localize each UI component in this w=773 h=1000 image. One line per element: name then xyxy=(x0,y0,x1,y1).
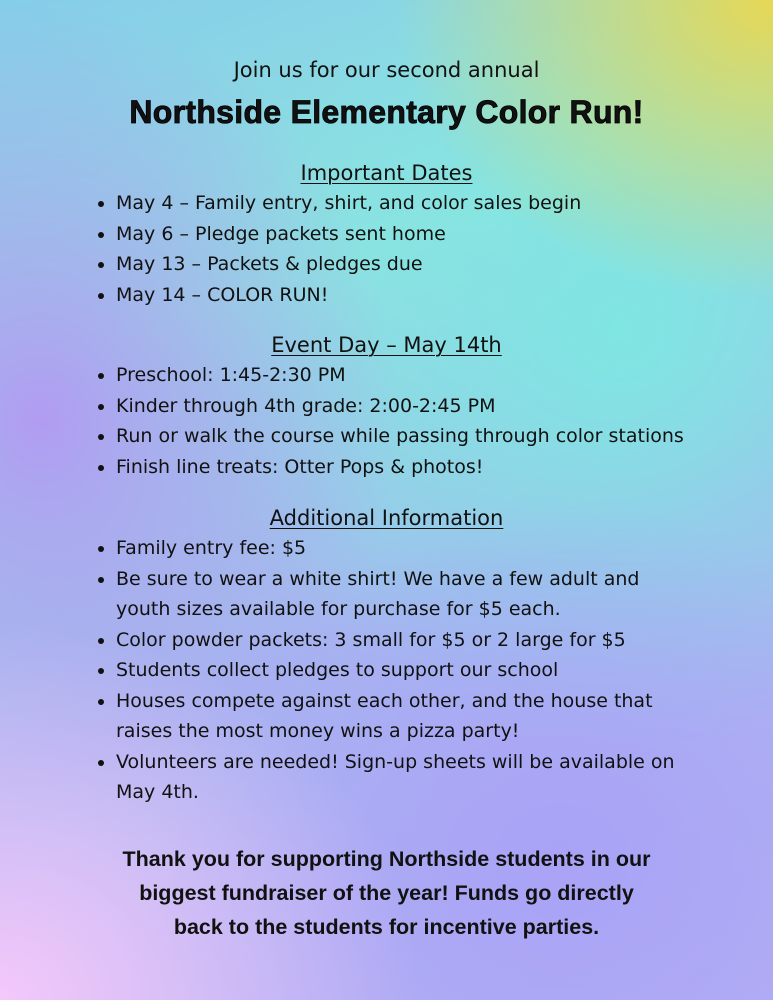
dates-list xyxy=(0,188,696,310)
list-item: May 4 – Family entry, shirt, and color sales begin xyxy=(116,188,696,219)
thank-you-message xyxy=(0,842,773,944)
intro-text: Join us for our second annual xyxy=(233,58,540,82)
list-item: Students collect pledges to support our school xyxy=(116,655,696,686)
list-item: May 13 – Packets & pledges due xyxy=(116,249,696,280)
list-item: May 6 – Pledge packets sent home xyxy=(116,219,696,250)
list-item: Family entry fee: $5 xyxy=(116,533,696,564)
section-event-day xyxy=(0,330,773,482)
list-item: Run or walk the course while passing through color stations xyxy=(116,421,696,452)
list-item: Volunteers are needed! Sign-up sheets will be available on May 4th. xyxy=(116,747,696,808)
event-list xyxy=(0,360,696,482)
list-item: Houses compete against each other, and the house that raises the most money wins a pizza party! xyxy=(116,686,696,747)
list-item: Finish line treats: Otter Pops & photos! xyxy=(116,452,696,483)
list-item: Kinder through 4th grade: 2:00-2:45 PM xyxy=(116,391,696,422)
list-item: Be sure to wear a white shirt! We have a few adult and youth sizes available for purchase for $5 each. xyxy=(116,564,696,625)
list-item: Preschool: 1:45-2:30 PM xyxy=(116,360,696,391)
list-item: May 14 – COLOR RUN! xyxy=(116,280,696,311)
section-heading: Important Dates xyxy=(300,161,473,185)
section-heading: Event Day – May 14th xyxy=(271,333,502,357)
list-item: Color powder packets: 3 small for $5 or 2 large for $5 xyxy=(116,625,696,656)
section-additional-info xyxy=(0,503,773,808)
footer-line: Thank you for supporting Northside students in our xyxy=(122,847,651,871)
flyer-title: Northside Elementary Color Run! xyxy=(129,94,644,130)
section-important-dates xyxy=(0,158,773,310)
footer-line: back to the students for incentive parties. xyxy=(173,915,600,939)
section-heading: Additional Information xyxy=(269,506,504,530)
footer-line: biggest fundraiser of the year! Funds go directly xyxy=(139,881,634,905)
info-list xyxy=(0,533,696,808)
